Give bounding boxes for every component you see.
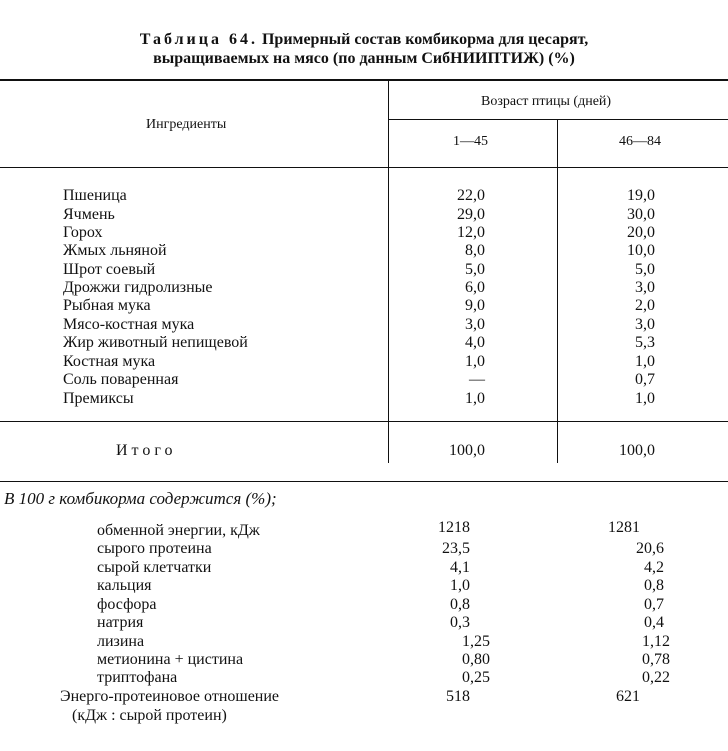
- value-46-84: 10,0: [627, 242, 655, 259]
- value-46-84: 3,0: [635, 316, 655, 333]
- value-46-84: 2,0: [635, 297, 655, 314]
- value-1-45: 9,0: [465, 297, 485, 314]
- ingredient-name: Дрожжи гидролизные: [63, 279, 213, 296]
- ingredient-name: Костная мука: [63, 353, 156, 370]
- nutrient-name: кальция: [97, 577, 152, 594]
- value-1-45: —: [469, 371, 485, 388]
- column-header-46-84: 46—84: [619, 134, 661, 149]
- value-1-45: 5,0: [465, 261, 485, 278]
- ingredient-name: Горох: [63, 224, 103, 241]
- value-1-45: 1,0: [465, 390, 485, 407]
- ingredient-name: Пшеница: [63, 187, 127, 204]
- nutrient-value-46-84: 4,2: [644, 559, 664, 576]
- nutrient-value-1-45: 0,80: [462, 651, 490, 668]
- table-caption-line2: выращиваемых на мясо (по данным СибНИИПТИЖ) (%): [153, 50, 575, 67]
- ratio-value-1-45: 518: [446, 688, 470, 705]
- ratio-label-units: (кДж : сырой протеин): [72, 707, 227, 724]
- age-group-header: Возраст птицы (дней): [481, 94, 612, 109]
- age-subheader-rule: [388, 119, 728, 120]
- nutrient-name: фосфора: [97, 596, 157, 613]
- column-divider-1: [388, 80, 389, 463]
- nutrient-value-46-84: 1281: [608, 519, 640, 536]
- ratio-value-46-84: 621: [616, 688, 640, 705]
- value-46-84: 30,0: [627, 206, 655, 223]
- nutrient-value-1-45: 0,3: [450, 614, 470, 631]
- nutrient-value-1-45: 1,25: [462, 633, 490, 650]
- nutrient-value-46-84: 0,78: [642, 651, 670, 668]
- table-number: Таблица 64.: [139, 31, 258, 48]
- nutrient-name: обменной энергии, кДж: [97, 522, 260, 539]
- total-separator-rule: [0, 421, 728, 422]
- nutrient-value-46-84: 0,7: [644, 596, 664, 613]
- nutrient-name: триптофана: [97, 669, 178, 686]
- value-46-84: 3,0: [635, 279, 655, 296]
- value-46-84: 1,0: [635, 353, 655, 370]
- nutrient-value-1-45: 4,1: [450, 559, 470, 576]
- value-1-45: 8,0: [465, 242, 485, 259]
- ingredients-header: Ингредиенты: [146, 117, 227, 132]
- nutrient-value-1-45: 1218: [438, 519, 470, 536]
- value-46-84: 5,3: [635, 334, 655, 351]
- ratio-label: Энерго-протеиновое отношение: [60, 688, 280, 705]
- value-46-84: 20,0: [627, 224, 655, 241]
- nutrient-value-46-84: 0,22: [642, 669, 670, 686]
- nutrient-value-1-45: 1,0: [450, 577, 470, 594]
- header-bottom-rule: [0, 167, 728, 168]
- total-value-46-84: 100,0: [619, 442, 655, 459]
- ingredient-name: Жмых льняной: [63, 242, 167, 259]
- ingredient-name: Шрот соевый: [63, 261, 156, 278]
- total-value-1-45: 100,0: [449, 442, 485, 459]
- composition-heading: В 100 г комбикорма содержится (%);: [4, 489, 277, 508]
- value-1-45: 29,0: [457, 206, 485, 223]
- nutrient-value-1-45: 0,25: [462, 669, 490, 686]
- nutrient-value-46-84: 0,4: [644, 614, 664, 631]
- value-46-84: 0,7: [635, 371, 655, 388]
- value-1-45: 1,0: [465, 353, 485, 370]
- nutrient-value-1-45: 0,8: [450, 596, 470, 613]
- value-1-45: 12,0: [457, 224, 485, 241]
- table-caption-line1: [0, 30, 728, 49]
- ingredient-name: Мясо-костная мука: [63, 316, 195, 333]
- nutrient-value-46-84: 20,6: [636, 540, 664, 557]
- header-top-rule: [0, 79, 728, 81]
- table-title: Примерный состав комбикорма для цесарят,: [261, 31, 589, 48]
- ingredient-name: Премиксы: [63, 390, 134, 407]
- nutrient-name: метионина + цистина: [97, 651, 244, 668]
- column-divider-2: [557, 120, 558, 463]
- nutrient-name: натрия: [97, 614, 144, 631]
- ingredient-name: Жир животный непищевой: [63, 334, 248, 351]
- ingredient-name: Рыбная мука: [63, 297, 151, 314]
- value-1-45: 3,0: [465, 316, 485, 333]
- ingredient-name: Ячмень: [63, 206, 115, 223]
- value-46-84: 5,0: [635, 261, 655, 278]
- nutrient-value-1-45: 23,5: [442, 540, 470, 557]
- value-1-45: 22,0: [457, 187, 485, 204]
- table-bottom-rule: [0, 481, 728, 482]
- nutrient-name: сырого протеина: [97, 540, 212, 557]
- column-header-1-45: 1—45: [453, 134, 488, 149]
- value-1-45: 4,0: [465, 334, 485, 351]
- nutrient-name: лизина: [97, 633, 145, 650]
- nutrient-name: сырой клетчатки: [97, 559, 212, 576]
- total-label: Итого: [116, 442, 177, 459]
- ingredient-name: Соль поваренная: [63, 371, 179, 388]
- nutrient-value-46-84: 1,12: [642, 633, 670, 650]
- nutrient-value-46-84: 0,8: [644, 577, 664, 594]
- value-46-84: 19,0: [627, 187, 655, 204]
- value-1-45: 6,0: [465, 279, 485, 296]
- value-46-84: 1,0: [635, 390, 655, 407]
